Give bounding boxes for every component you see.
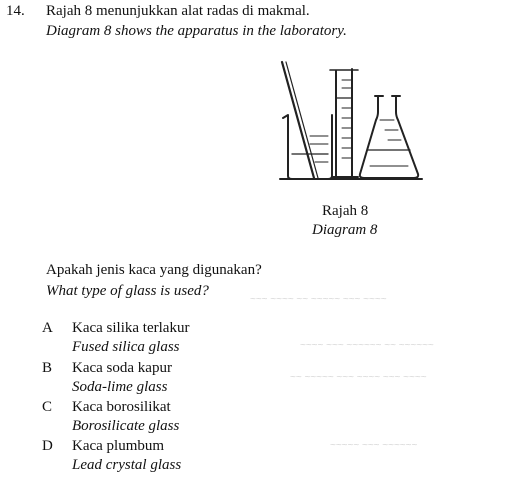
answer-option-b[interactable] — [42, 360, 342, 400]
option-letter: D — [42, 438, 53, 454]
prompt-text-english: What type of glass is used? — [46, 283, 209, 299]
option-letter: C — [42, 399, 53, 415]
figure-caption-malay: Rajah 8 — [322, 203, 369, 219]
answer-option-a[interactable] — [42, 320, 342, 360]
figure-caption-english: Diagram 8 — [312, 222, 378, 238]
option-text-malay: Kaca silika terlakur — [72, 320, 190, 336]
option-text-malay: Kaca borosilikat — [72, 399, 171, 415]
bleed-through-mark: ~~~~ ~~~ ~~~~~~ ~~ ~~~~~~ — [300, 340, 434, 351]
measuring-cylinder-icon — [330, 69, 358, 177]
bleed-through-mark: ~~~~~ ~~~ ~~~~~~ — [330, 440, 418, 451]
question-text-malay: Rajah 8 menunjukkan alat radas di makmal. — [46, 3, 310, 19]
option-letter: B — [42, 360, 53, 376]
conical-flask-icon — [360, 96, 418, 178]
bleed-through-mark: ~~~ ~~~~ ~~ ~~~~~ ~~~ ~~~~ — [250, 294, 387, 305]
option-text-malay: Kaca soda kapur — [72, 360, 172, 376]
question-text-english: Diagram 8 shows the apparatus in the laboratory. — [46, 23, 347, 39]
bleed-through-mark: ~~ ~~~~~ ~~~ ~~~~ ~~~ ~~~~ — [290, 372, 427, 383]
option-text-english: Lead crystal glass — [72, 457, 182, 473]
prompt-text-malay: Apakah jenis kaca yang digunakan? — [46, 262, 262, 278]
answer-option-c[interactable] — [42, 399, 342, 439]
option-text-english: Soda-lime glass — [72, 379, 168, 395]
option-text-malay: Kaca plumbum — [72, 438, 165, 454]
beaker-icon — [283, 115, 332, 179]
question-number: 14. — [6, 3, 25, 19]
option-text-english: Borosilicate glass — [72, 418, 180, 434]
answer-option-d[interactable] — [42, 438, 342, 478]
option-letter: A — [42, 320, 53, 336]
laboratory-glassware-illustration — [270, 58, 430, 186]
option-text-english: Fused silica glass — [72, 339, 180, 355]
